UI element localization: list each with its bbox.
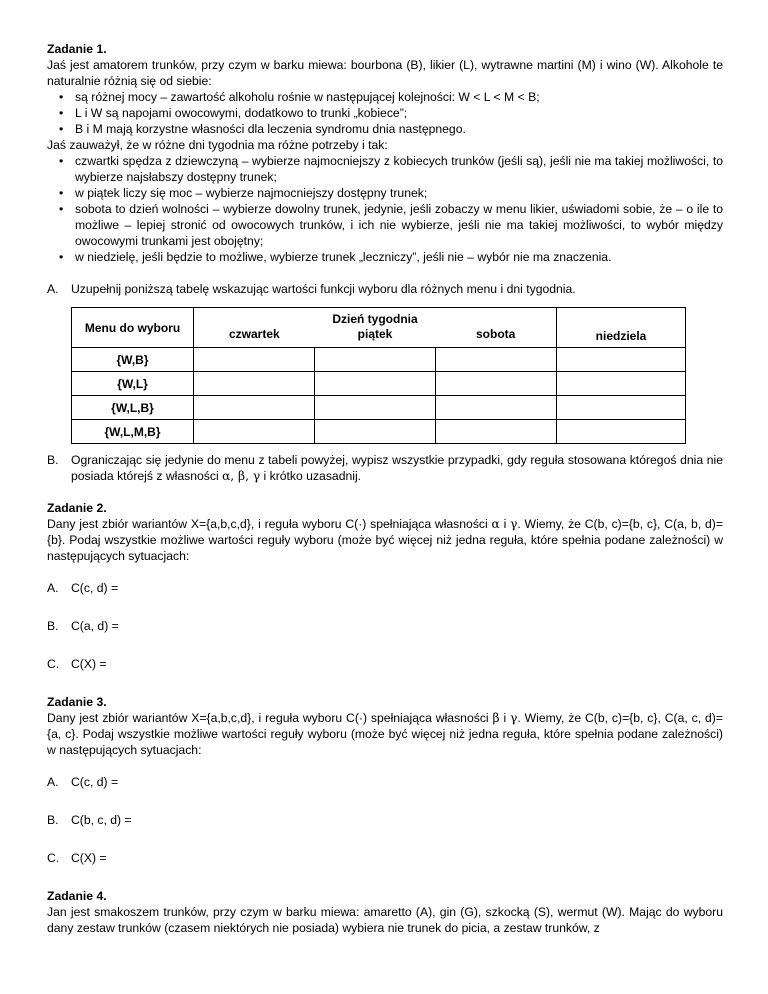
table-cell[interactable] bbox=[557, 372, 686, 396]
table-cell[interactable] bbox=[557, 420, 686, 444]
table-cell[interactable] bbox=[436, 348, 557, 372]
table-cell[interactable] bbox=[436, 396, 557, 420]
table-header-day: niedziela bbox=[557, 308, 686, 348]
task4-title: Zadanie 4. bbox=[47, 889, 107, 903]
task3-item-a bbox=[47, 774, 723, 790]
task1-part-a bbox=[47, 281, 723, 297]
task2-item-b bbox=[47, 618, 723, 634]
task2-greek-1: α bbox=[491, 517, 500, 531]
list-item: • są różnej mocy – zawartość alkoholu rośnie w następującej kolejności: W < L < M < B; bbox=[47, 89, 723, 105]
list-item: • L i W są napojami owocowymi, dodatkowo to trunki „kobiece”; bbox=[47, 105, 723, 121]
item-label: A. bbox=[47, 775, 59, 789]
table-cell[interactable] bbox=[436, 372, 557, 396]
task2-title: Zadanie 2. bbox=[47, 501, 107, 515]
table-header-day: czwartek bbox=[228, 327, 280, 341]
task1-intro2: Jaś zauważył, że w różne dni tygodnia ma różne potrzeby i tak: bbox=[47, 138, 388, 152]
task1-part-b-greek: α, β, γ bbox=[222, 469, 261, 483]
list-item: • czwartki spędza z dziewczyną – wybierze najmocniejszy z kobiecych trunków (jeśli są), jeśli nie ma takiej możliwości, to wybierze najsłabszy dostępny trunek; bbox=[47, 153, 723, 185]
table-header-day-group: Dzień tygodnia bbox=[332, 312, 418, 326]
task3-text bbox=[47, 710, 723, 758]
task3-item-c bbox=[47, 850, 723, 866]
list-item: • w niedzielę, jeśli będzie to możliwe, wybierze trunek „leczniczy”, jeśli nie – wybór nie ma znaczenia. bbox=[47, 249, 723, 265]
item-label: C. bbox=[47, 851, 60, 865]
item-text: C(X) = bbox=[71, 657, 107, 671]
table-row-menu: {W,L,B} bbox=[72, 396, 194, 420]
table-cell[interactable] bbox=[194, 420, 315, 444]
table-header-day: piątek bbox=[357, 327, 393, 341]
task3-text-pre: Dany jest zbiór wariantów X={a,b,c,d}, i reguła wyboru C(·) spełniająca własności bbox=[47, 711, 493, 725]
item-label: C. bbox=[47, 657, 60, 671]
table-cell[interactable] bbox=[194, 396, 315, 420]
table-cell[interactable] bbox=[194, 348, 315, 372]
task1-part-a-text: Uzupełnij poniższą tabelę wskazując wartości funkcji wyboru dla różnych menu i dni tygodnia. bbox=[71, 282, 576, 296]
item-label: B. bbox=[47, 619, 59, 633]
item-text: C(c, d) = bbox=[71, 581, 119, 595]
table-cell[interactable] bbox=[315, 420, 436, 444]
choice-table bbox=[71, 307, 686, 444]
item-text: C(b, c, d) = bbox=[71, 813, 132, 827]
table-row-menu: {W,L} bbox=[72, 372, 194, 396]
item-text: C(c, d) = bbox=[71, 775, 119, 789]
item-text: C(X) = bbox=[71, 851, 107, 865]
table-row-menu: {W,L,M,B} bbox=[72, 420, 194, 444]
table-header-days bbox=[194, 308, 557, 348]
task3-text-post: . Wiemy, że C(b, c)={b, c}, C(a, c, d)={a, c}. Podaj wszystkie możliwe wartości reguły wyboru (może być więcej niż jedna reguła, które spełnia podane zależności) w następujących sytuacjach: bbox=[47, 711, 723, 757]
list-item: • w piątek liczy się moc – wybierze najmocniejszy dostępny trunek; bbox=[47, 185, 723, 201]
table-cell[interactable] bbox=[315, 372, 436, 396]
table-cell[interactable] bbox=[557, 348, 686, 372]
document-page bbox=[47, 41, 723, 936]
item-label: A. bbox=[47, 581, 59, 595]
table-cell[interactable] bbox=[315, 348, 436, 372]
table-cell[interactable] bbox=[557, 396, 686, 420]
task2-item-a bbox=[47, 580, 723, 596]
task3-greek-1: β bbox=[492, 711, 500, 725]
task3-text-mid: i bbox=[499, 711, 511, 725]
task2-greek-2: γ bbox=[510, 517, 518, 531]
task2-text-pre: Dany jest zbiór wariantów X={a,b,c,d}, i reguła wyboru C(·) spełniająca własności bbox=[47, 517, 492, 531]
task3-item-b bbox=[47, 812, 723, 828]
table-row-menu: {W,B} bbox=[72, 348, 194, 372]
item-label: B. bbox=[47, 813, 59, 827]
task1-title: Zadanie 1. bbox=[47, 42, 107, 56]
task2-text-post: . Wiemy, że C(b, c)={b, c}, C(a, b, d)={b}. Podaj wszystkie możliwe wartości reguły wyboru (może być więcej niż jedna reguła, które spełnia podane zależności) w następujących sytuacjach: bbox=[47, 517, 723, 563]
table-cell[interactable] bbox=[436, 420, 557, 444]
task1-part-b bbox=[47, 452, 723, 484]
table-header-menu: Menu do wyboru bbox=[72, 308, 194, 348]
item-text: C(a, d) = bbox=[71, 619, 119, 633]
task3-greek-2: γ bbox=[510, 711, 518, 725]
table-cell[interactable] bbox=[194, 372, 315, 396]
task1-part-a-label: A. bbox=[47, 282, 59, 296]
task4-text: Jan jest smakoszem trunków, przy czym w barku miewa: amaretto (A), gin (G), szkocką (S), wermut (W). Mając do wyboru dany zestaw trunków (czasem niektórych nie posiada) wybiera nie trunek do picia, a zestaw trunków, z bbox=[47, 905, 723, 935]
table-header-day: sobota bbox=[476, 327, 516, 341]
task1-intro: Jaś jest amatorem trunków, przy czym w barku miewa: bourbona (B), likier (L), wytrawne martini (M) i wino (W). Alkohole te naturalnie różnią się od siebie: bbox=[47, 58, 723, 88]
table-cell[interactable] bbox=[315, 396, 436, 420]
task1-part-b-text-end: i krótko uzasadnij. bbox=[260, 469, 362, 483]
task3-title: Zadanie 3. bbox=[47, 695, 107, 709]
task1-part-b-text: Ograniczając się jedynie do menu z tabeli powyżej, wypisz wszystkie przypadki, gdy reguła stosowana któregoś dnia nie posiada którejś z własności bbox=[71, 453, 723, 483]
task2-item-c bbox=[47, 656, 723, 672]
task1-part-b-label: B. bbox=[47, 453, 59, 467]
task1-days-list bbox=[47, 153, 723, 265]
list-item: • sobota to dzień wolności – wybierze dowolny trunek, jedynie, jeśli zobaczy w menu likier, uświadomi sobie, że – o ile to możliwe – lepiej stronić od owocowych trunków, i ich nie wybierze, jeśli nie ma takiej możliwości, to wybór między owocowymi trunkami jest obojętny; bbox=[47, 201, 723, 249]
task2-text-mid: i bbox=[499, 517, 511, 531]
list-item: • B i M mają korzystne własności dla leczenia syndromu dnia następnego. bbox=[47, 121, 723, 137]
task2-text bbox=[47, 516, 723, 564]
task1-properties-list bbox=[47, 89, 723, 137]
